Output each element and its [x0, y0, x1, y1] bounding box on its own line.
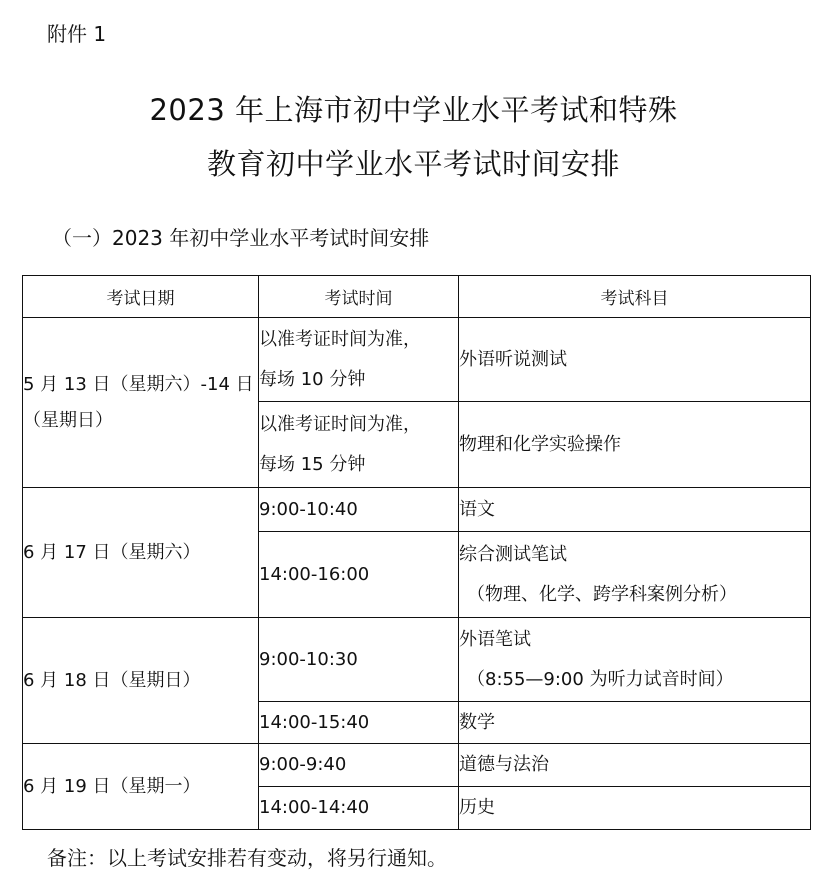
exam-subject-cell: 道德与法治: [459, 744, 811, 787]
exam-date-cell: 6 月 18 日（星期日）: [23, 618, 259, 744]
table-row: [23, 744, 811, 787]
exam-subject-cell: [459, 618, 811, 702]
exam-time-cell: 9:00-10:30: [259, 618, 459, 702]
exam-date-cell: 6 月 19 日（星期一）: [23, 744, 259, 830]
exam-time-cell: 9:00-10:40: [259, 488, 459, 532]
exam-subject-cell: [459, 532, 811, 618]
exam-date-cell: 6 月 17 日（星期六）: [23, 488, 259, 618]
exam-subject-cell: 数学: [459, 702, 811, 744]
exam-subject-line: 综合测试笔试: [459, 543, 567, 565]
exam-time-line: 每场 10 分钟: [259, 368, 366, 390]
table-row: [23, 318, 811, 402]
footnote: 备注：以上考试安排若有变动，将另行通知。: [47, 846, 447, 870]
table-row: [23, 618, 811, 702]
exam-subject-note: （8:55—9:00 为听力试音时间）: [467, 668, 734, 690]
exam-time-cell: 14:00-15:40: [259, 702, 459, 744]
exam-time-line: 以准考证时间为准，: [259, 328, 421, 350]
exam-subject-note: （物理、化学、跨学科案例分析）: [467, 583, 737, 605]
header-exam-subject: 考试科目: [459, 276, 811, 318]
exam-time-line: 每场 15 分钟: [259, 453, 366, 475]
exam-time-line: 以准考证时间为准，: [259, 413, 421, 435]
exam-time-cell: [259, 402, 459, 488]
exam-time-cell: 14:00-16:00: [259, 532, 459, 618]
header-exam-date: 考试日期: [23, 276, 259, 318]
exam-subject-cell: 物理和化学实验操作: [459, 402, 811, 488]
attachment-label: 附件 1: [47, 22, 107, 46]
exam-time-cell: 14:00-14:40: [259, 787, 459, 830]
exam-subject-cell: 外语听说测试: [459, 318, 811, 402]
exam-schedule-table: [22, 275, 811, 830]
exam-subject-cell: 语文: [459, 488, 811, 532]
table-row: [23, 488, 811, 532]
exam-subject-line: 外语笔试: [459, 628, 531, 650]
exam-time-cell: [259, 318, 459, 402]
table-header-row: [23, 276, 811, 318]
page-title-line-1: 2023 年上海市初中学业水平考试和特殊: [149, 93, 678, 127]
exam-time-cell: 9:00-9:40: [259, 744, 459, 787]
page-title-line-2: 教育初中学业水平考试时间安排: [206, 147, 620, 181]
exam-date-cell: 5 月 13 日（星期六）-14 日（星期日）: [23, 318, 259, 488]
section-heading: （一）2023 年初中学业水平考试时间安排: [52, 226, 430, 250]
exam-subject-cell: 历史: [459, 787, 811, 830]
header-exam-time: 考试时间: [259, 276, 459, 318]
